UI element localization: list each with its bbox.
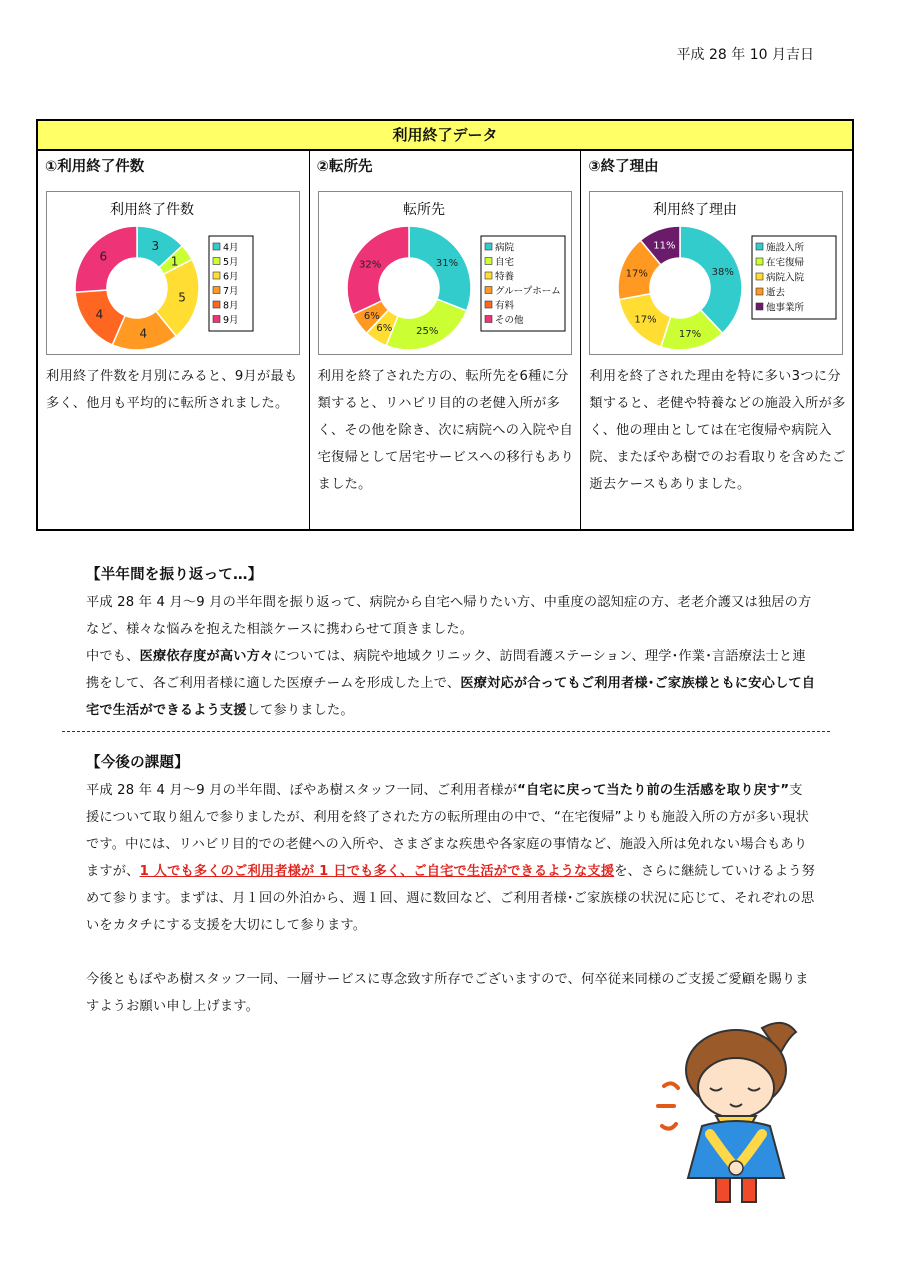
legend-label: その他 (494, 315, 524, 326)
legend-swatch (485, 301, 492, 308)
legend-label: 8月 (223, 300, 239, 312)
bold-text: 医療対応が合ってもご利用者様･ご家族様ともに安心して自宅で生活ができるよう支援 (86, 676, 816, 718)
review-section (86, 562, 816, 724)
issue-date: 平成 28 年 10 月吉日 (676, 47, 814, 63)
donut-slice-2 (386, 299, 466, 350)
legend-swatch (756, 243, 763, 250)
slice-label: 17% (679, 328, 702, 340)
slice-label: 38% (711, 267, 735, 279)
review-paragraph-1: 平成 28 年 4 月～9 月の半年間を振り返って、病院から自宅へ帰りたい方、中重度の認知症の方、老老介護又は独居の方など、様々な悩みを抱えた相談ケースに携わらせて頂きました。 (86, 595, 812, 637)
legend-label: 他事業所 (766, 302, 805, 314)
chart-title: 利用終了理由 (653, 202, 738, 218)
text: については、病院や地域クリニック、訪問看護ステーション、理学･作業･言語療法士と連携をして、各ご利用者様に適した医療チームを形成した上で、 (86, 649, 806, 691)
slice-label: 31% (435, 258, 458, 270)
legend-label: グループホーム (494, 286, 561, 297)
legend-label: 5月 (223, 257, 239, 268)
termination-data-panel (36, 119, 854, 531)
panel-title: 利用終了データ (38, 121, 852, 151)
legend-label: 逝去 (766, 287, 786, 299)
text: 中でも、 (86, 649, 140, 664)
legend-swatch (485, 258, 492, 265)
bold-text: 医療依存度が高い方々 (139, 649, 274, 664)
legend-swatch (485, 272, 492, 279)
column-heading: ①利用終了件数 (45, 159, 145, 175)
chart-title: 利用終了件数 (110, 202, 194, 218)
legend-label: 9月 (223, 315, 239, 326)
legend-label: 施設入所 (766, 242, 805, 254)
slice-label: 32% (358, 259, 381, 271)
legend-label: 6月 (223, 271, 239, 283)
slice-label: 17% (625, 268, 649, 280)
legend-swatch (213, 316, 220, 323)
future-heading: 【今後の課題】 (86, 755, 189, 771)
bold-text: “自宅に戻って当たり前の生活感を取り戻す” (517, 783, 790, 798)
dashed-divider (62, 731, 830, 732)
slice-label: 1 (170, 254, 179, 269)
column-text: 利用を終了された理由を特に多い3つに分類すると、老健や特養などの施設入所が多く、他の理由としては在宅復帰や病院入院、またぼやあ樹でのお看取りを含めたご逝去ケースもありました。 (589, 369, 846, 492)
legend-swatch (213, 272, 220, 279)
legend-swatch (213, 301, 220, 308)
slice-label: 5 (178, 290, 186, 305)
chart-count-box (46, 191, 300, 355)
slice-label: 3 (151, 238, 160, 253)
legend-swatch (756, 273, 763, 280)
slice-label: 4 (95, 307, 104, 322)
future-paragraph-2: 今後ともぼやあ樹スタッフ一同、一層サービスに専念致す所存でございますので、何卒従来同様のご支援ご愛顧を賜りますようお願い申し上げます。 (86, 972, 809, 1014)
future-paragraph-1 (86, 777, 816, 939)
chart-destination (319, 192, 571, 354)
legend-label: 病院入院 (766, 272, 805, 284)
spacer (86, 939, 816, 966)
legend-swatch (756, 258, 763, 265)
legend-label: 4月 (223, 242, 239, 254)
legend-swatch (213, 287, 220, 294)
chart-title: 転所先 (402, 202, 445, 218)
legend-label: 自宅 (494, 257, 514, 268)
column-text: 利用を終了された方の、転所先を6種に分類すると、リハビリ目的の老健入所が多く、その他を除き、次に病院への入院や自宅復帰として居宅サービスへの移行もありました。 (317, 369, 574, 492)
legend-label: 有料 (494, 300, 514, 312)
legend-label: 特養 (494, 271, 514, 283)
chart-reason (590, 192, 842, 354)
legend-swatch (756, 303, 763, 310)
text: 平成 28 年 4 月～9 月の半年間、ぼやあ樹スタッフ一同、ご利用者様が (86, 783, 518, 798)
text: を、さらに継続していけるよう努めて参ります。まずは、月１回の外泊から、週１回、週に数回など、ご利用者様･ご家族様の状況に応じて、それぞれの思いをカタチにする支援を大切にして参ります。 (86, 864, 816, 933)
slice-label: 17% (634, 314, 657, 326)
legend-swatch (485, 287, 492, 294)
column-heading: ②転所先 (316, 159, 373, 175)
column-reason (581, 151, 852, 529)
future-section (86, 750, 816, 1020)
legend-swatch (213, 258, 220, 265)
chart-reason-box (589, 191, 843, 355)
slice-label: 4 (139, 326, 148, 341)
slice-label: 6% (376, 322, 392, 334)
slice-label: 25% (415, 326, 439, 338)
chart-count (47, 192, 299, 354)
legend-label: 在宅復帰 (766, 257, 805, 269)
review-heading: 【半年間を振り返って…】 (86, 567, 263, 583)
bowing-girl-icon (650, 1008, 820, 1208)
column-destination (310, 151, 582, 529)
text: 支援について取り組んで参りましたが、利用を終了された方の転所理由の中で、“在宅復帰”よりも施設入所の方が多い現状です。中には、リハビリ目的での老健への入所や、さまざまな疾患や各家庭の事情など、施設入所は免れない場合もありますが、 (86, 783, 810, 879)
legend-label: 病院 (494, 242, 514, 254)
slice-label: 6 (99, 249, 108, 264)
legend-swatch (756, 288, 763, 295)
review-paragraph-2 (86, 643, 816, 724)
legend-label: 7月 (223, 286, 239, 297)
slice-label: 11% (653, 240, 676, 252)
highlight-text: 1 人でも多くのご利用者様が 1 日でも多く、ご自宅で生活ができるような支援 (139, 864, 615, 879)
column-heading: ③終了理由 (588, 159, 659, 175)
column-count (38, 151, 310, 529)
legend-swatch (213, 243, 220, 250)
slice-label: 6% (363, 311, 380, 323)
column-text: 利用終了件数を月別にみると、9月が最も多く、他月も平均的に転所されました。 (46, 369, 298, 411)
legend-swatch (485, 243, 492, 250)
chart-destination-box (318, 191, 572, 355)
legend-swatch (485, 316, 492, 323)
text: して参りました。 (246, 703, 354, 718)
